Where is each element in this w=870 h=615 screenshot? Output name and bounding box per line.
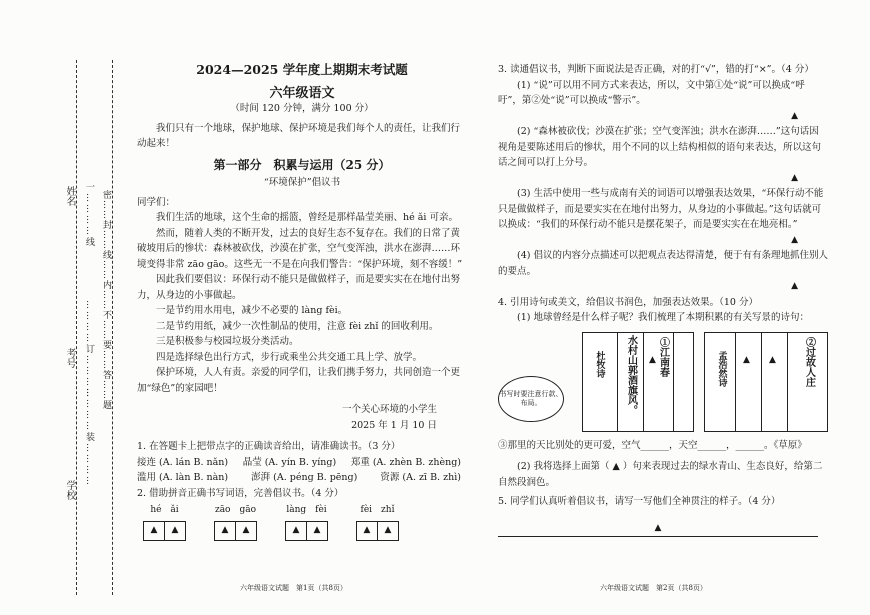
question-5: 5. 同学们认真听着倡议书，请写一写他们全神贯注的样子。（4 分） [498, 496, 781, 507]
answer-box[interactable]: ▲ [164, 522, 185, 540]
poem1-line1: 水村山郭酒旗风。 [625, 334, 637, 415]
letter-item-2: 二是节约用纸，减少一次性制品的使用，注意 fèi zhǐ 的回收利用。 [156, 320, 439, 332]
poem2-line: ②过故人庄 [803, 336, 815, 387]
q5-answer-line[interactable] [498, 520, 818, 538]
left-footer: 六年级语文试题 第1页（共8页） [240, 584, 347, 592]
poem-rule [673, 333, 674, 431]
answer-boxes[interactable] [143, 521, 186, 541]
answer-box[interactable]: ▲ [150, 524, 158, 535]
poem-scroll-2 [704, 332, 828, 432]
left-column [137, 58, 467, 541]
pinyin-group [143, 503, 186, 541]
letter-para3: 因此我们要倡议：环保行动不能只是做做样子，而是要实实在在地付出努力，从身边的小事做起。 [137, 274, 461, 301]
part1-heading: 第一部分 积累与运用（25 分） [213, 157, 391, 172]
letter-closing: 保护环境，人人有责。亲爱的同学们，让我们携手努力，共同创造一个更加“绿色”的家园吧！ [137, 367, 461, 394]
q1-option: 资源 (A. zī B. zhì) [380, 472, 461, 483]
q1-option: 郑重 (A. zhèn B. zhèng) [350, 456, 461, 468]
q1-option: 接连 (A. lán B. nǎn) [137, 456, 229, 468]
dash-top-text: 一…………线 [84, 182, 94, 248]
seal-text: 密……封……线……内……不……要……答……题 [101, 190, 111, 410]
poem-rule [643, 333, 644, 431]
q1-options-row-2 [137, 470, 467, 486]
pinyin-boxes [137, 503, 467, 541]
q1-option: 澎湃 (A. péng B. pēng) [251, 472, 358, 483]
letter-item-3: 三是积极参与校园垃圾分类活动。 [156, 336, 299, 347]
pinyin-text: zāo gāo [214, 505, 257, 515]
poem-rule [735, 333, 736, 431]
letter-para2: 然而，随着人类的不断开发，过去的良好生态不复存在。我们的日常了黄破坡用后的惨状：森林被砍伐，沙漠在扩张，空气变浑浊，洪水在澎湃……环境变得非常 zāo gāo。这些无一不是在向我们警告：“保护环境，刻不容缓！” [137, 227, 463, 270]
subject-title: 六年级语文 [269, 85, 335, 101]
right-footer: 六年级语文试题 第2页（共8页） [600, 584, 707, 592]
q1-option: 滥用 (A. làn B. nàn) [137, 472, 229, 483]
answer-box[interactable]: ▲ [235, 522, 256, 540]
answer-box[interactable]: ▲ [292, 524, 300, 535]
poem1-line2: ①江南春 [657, 336, 669, 377]
q3-answer-4[interactable]: ▲ [791, 281, 798, 291]
question-1: 1. 在答题卡上把带点字的正确读音给出，请准确读书。（3 分） [137, 441, 401, 452]
pinyin-group [214, 503, 257, 541]
q1-option: 晶莹 (A. yín B. yíng) [242, 456, 337, 468]
question-4: 4. 引用诗句或美文，给倡议书润色，加强表达效果。（10 分） [498, 296, 758, 308]
intro-text: 我们只有一个地球，保护地球、保护环境是我们每个人的责任，让我们行动起来！ [137, 122, 461, 149]
answer-box[interactable]: ▲ [363, 524, 371, 535]
q4-part-2: (2) 我将选择上面第（ ▲ ）句来表现过去的绿水青山、生态良好，给第二自然段润色。 [498, 461, 823, 488]
q5-blank: ▲ [654, 522, 662, 533]
time-info: （时间 120 分钟，满分 100 分） [230, 103, 374, 114]
dash-bot-text: …………装………… [84, 388, 94, 487]
hint-bubble: 书写时要注意行款、布局。 [498, 376, 564, 422]
right-column [498, 62, 828, 537]
q3-answer-3[interactable]: ▲ [791, 234, 798, 245]
q4-blank-line: ③那里的天比别处的更可爱，空气______，天空______，______。《草原》 [498, 439, 807, 451]
q3-item-4: (4) 倡议的内容分点描述可以把观点表达得清楚，便于有有条理地抓住别人的要点。 [498, 250, 828, 277]
q3-item-1: (1) “说”可以用不同方式来表达，所以，文中第①处“说”可以换成“呼吁”，第②处“说”可以换成“警示”。 [498, 79, 805, 106]
pinyin-text: fèi zhǐ [360, 505, 395, 515]
answer-boxes[interactable] [356, 521, 399, 541]
poem-blank[interactable]: ▲ [649, 354, 656, 365]
examno-label: 考号 [64, 348, 75, 368]
poem-rule [617, 333, 618, 431]
answer-box[interactable]: ▲ [377, 522, 398, 540]
pinyin-group [356, 503, 399, 541]
q1-options-row-1 [137, 455, 467, 471]
dash-mid-text: …………订………… [84, 300, 94, 399]
binding-line-outer [76, 60, 77, 595]
poem-blank[interactable]: ▲ [769, 354, 776, 365]
pinyin-text: làng fèi [286, 505, 327, 515]
name-label: 姓名 [64, 186, 75, 206]
answer-box[interactable]: ▲ [306, 522, 327, 540]
letter-date: 2025 年 1 月 10 日 [351, 419, 437, 431]
letter-item-1: 一是节约用水用电，减少不必要的 làng fèi。 [156, 305, 348, 316]
poem-blank[interactable]: ▲ [743, 354, 750, 365]
poem2-author: 孟浩然诗 [716, 350, 727, 387]
q4-part-1: (1) 地球曾经是什么样子呢？我们梳理了本期积累的有关写景的诗句： [517, 312, 809, 323]
poem-rule [761, 333, 762, 431]
school-label: 学校 [64, 480, 75, 500]
letter-item-4: 四是选择绿色出行方式，步行或乘坐公共交通工具上学、放学。 [156, 351, 423, 363]
letter-signature: 一个关心环境的小学生 [341, 404, 437, 415]
q3-answer-1[interactable]: ▲ [791, 110, 798, 121]
answer-boxes[interactable] [285, 521, 328, 541]
q3-answer-2[interactable]: ▲ [791, 172, 798, 183]
poem-rule [787, 333, 788, 431]
letter-greeting: 同学们： [137, 196, 176, 208]
answer-box[interactable]: ▲ [221, 524, 229, 535]
poem-scroll-1 [582, 332, 694, 432]
exam-title: 2024—2025 学年度上期期末考试题 [196, 62, 408, 77]
poem1-author: 杜牧诗 [594, 350, 605, 378]
q3-item-3: (3) 生活中使用一些与成南有关的词语可以增强表达效果，“环保行动不能只是做做样子，而是要实实在在地付出努力，从身边的小事做起。”这句话就可以换成：“我们的环保行动不能只是摆花架子，而是要实实在在地亮相。” [498, 188, 824, 230]
q3-item-2: (2) “森林被砍伐；沙漠在扩张；空气变浑浊；洪水在澎湃……”这句话因视角是要陈述用后的惨状，用个不同的以上结构相似的语句来表达，所以这句话之间可以打上分号。 [498, 126, 822, 168]
letter-para1: 我们生活的地球，这个生命的摇篮，曾经是那样晶莹美丽、hé ǎi 可亲。 [156, 212, 458, 223]
pinyin-group [285, 503, 328, 541]
letter-title: “环境保护”倡议书 [263, 177, 341, 188]
question-3: 3. 读通倡议书，判断下面说法是否正确，对的打“√”，错的打“×”。（4 分） [498, 64, 814, 75]
answer-boxes[interactable] [214, 521, 257, 541]
poem-panel [498, 328, 828, 436]
pinyin-text: hé ǎi [150, 505, 179, 515]
binding-margin [0, 0, 130, 615]
question-2: 2. 借助拼音正确书写词语，完善倡议书。（4 分） [137, 487, 344, 499]
